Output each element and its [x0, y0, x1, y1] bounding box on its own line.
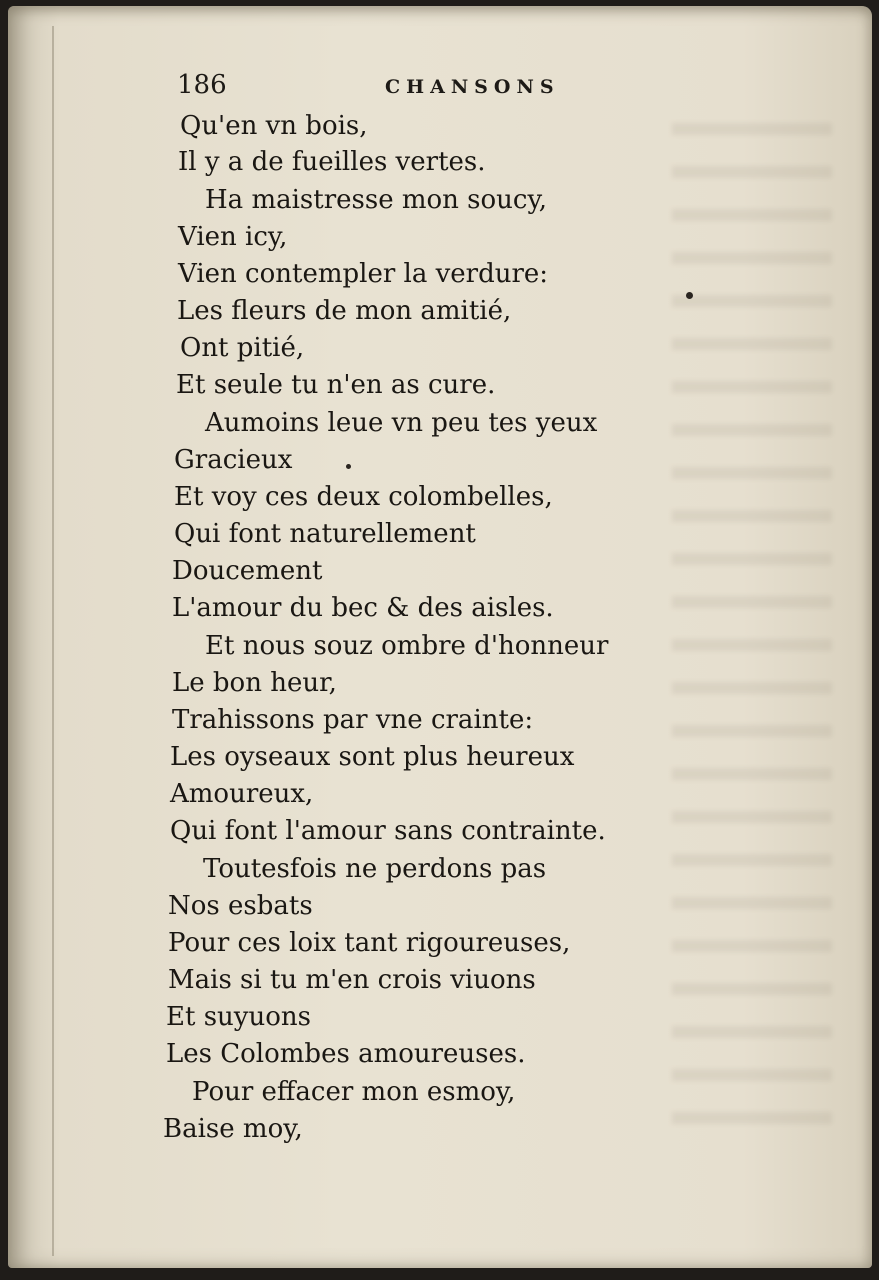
verse-line: Et suyuons [166, 1002, 311, 1032]
verse-line: Mais si tu m'en crois viuons [168, 965, 536, 995]
verse-line: Vien icy, [178, 222, 288, 252]
verse-line: Ont pitié, [180, 333, 305, 363]
verse-line: Les fleurs de mon amitié, [177, 296, 512, 326]
verse-line: Qui font naturellement [174, 519, 476, 549]
verse-line: Vien contempler la verdure: [178, 259, 549, 289]
verse-line: Il y a de fueilles vertes. [178, 147, 486, 177]
verse-line: Aumoins leue vn peu tes yeux [205, 408, 598, 438]
verse-line: Trahissons par vne crainte: [172, 705, 534, 735]
ink-speck [686, 292, 693, 299]
verse-line: Et nous souz ombre d'honneur [205, 631, 609, 661]
verse-line: Ha maistresse mon soucy, [205, 185, 547, 215]
gutter-shadow [52, 26, 54, 1256]
verse-line: Qui font l'amour sans contrainte. [170, 816, 606, 846]
verse-line: Et voy ces deux colombelles, [174, 482, 553, 512]
show-through-text [672, 101, 832, 1151]
verse-line: Gracieux [174, 445, 293, 475]
running-head: CHANSONS [385, 76, 560, 98]
page-number: 186 [177, 70, 227, 100]
verse-line: Baise moy, [163, 1114, 303, 1144]
verse-line: Pour ces loix tant rigoureuses, [168, 928, 571, 958]
verse-line: Et seule tu n'en as cure. [176, 370, 496, 400]
verse-line: Qu'en vn bois, [180, 111, 368, 141]
page-header [177, 70, 617, 110]
verse-line: Pour effacer mon esmoy, [192, 1077, 516, 1107]
verse-line: Les Colombes amoureuses. [166, 1039, 526, 1069]
verse-line: Nos esbats [168, 891, 313, 921]
verse-line: Les oyseaux sont plus heureux [170, 742, 575, 772]
verse-line: Amoureux, [170, 779, 314, 809]
verse-line: Toutesfois ne perdons pas [203, 854, 547, 884]
verse-line: Doucement [172, 556, 323, 586]
ink-speck [346, 464, 351, 469]
verse-line: Le bon heur, [172, 668, 337, 698]
verse-line: L'amour du bec & des aisles. [172, 593, 554, 623]
